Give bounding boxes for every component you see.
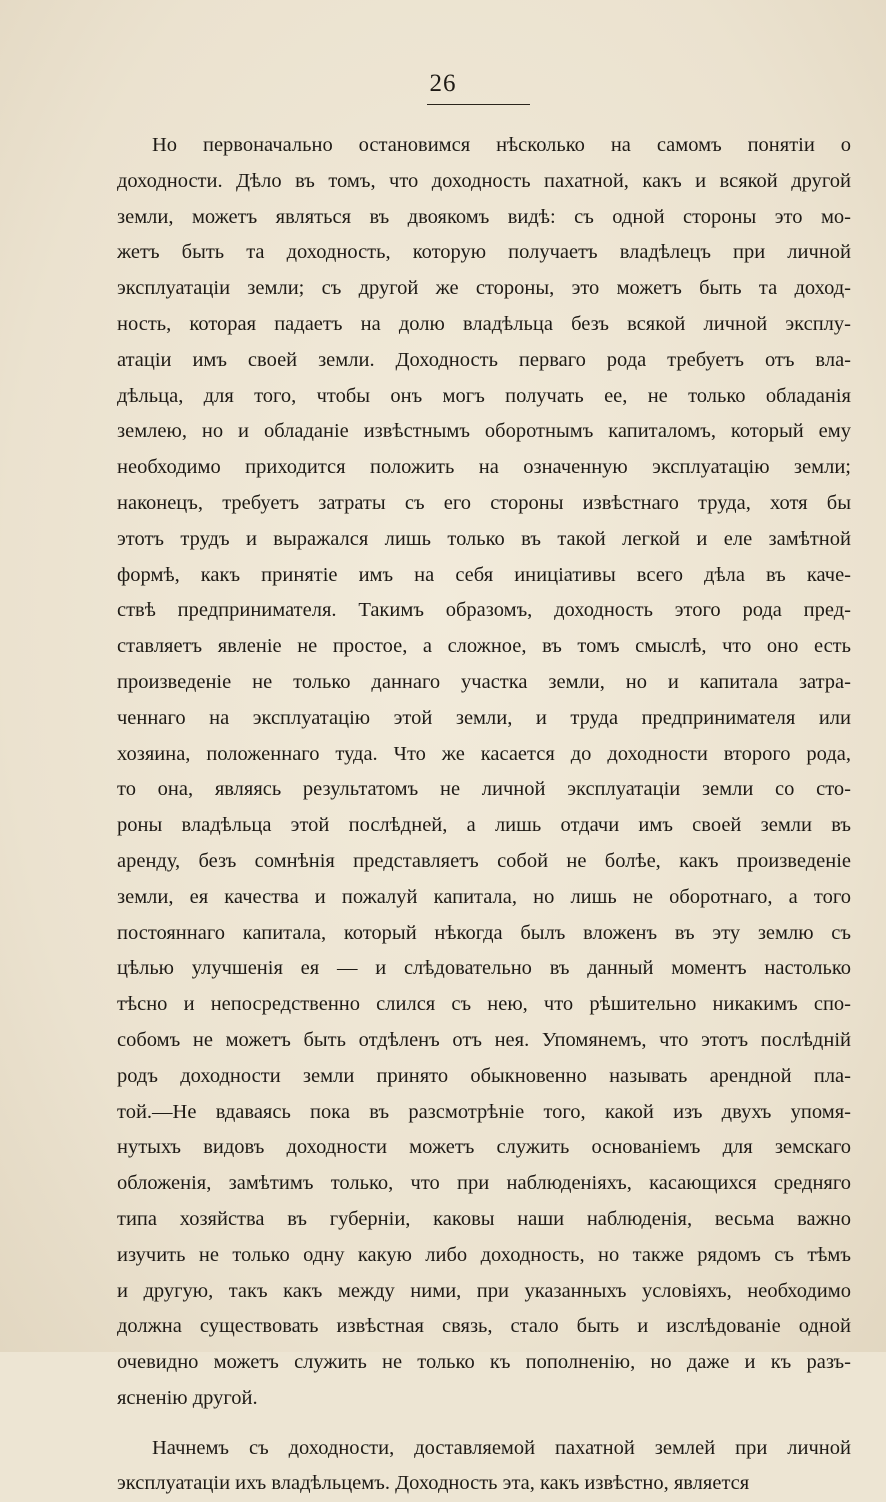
text-line: родъ доходности земли принято обыкновенно называть арендной пла- xyxy=(117,1064,851,1087)
text-line: атаціи имъ своей земли. Доходность перваго рода требуетъ отъ вла- xyxy=(117,348,851,371)
text-line: изучить не только одну какую либо доходность, но также рядомъ съ тѣмъ xyxy=(117,1243,851,1266)
text-line: типа хозяйства въ губерніи, каковы наши наблюденія, весьма важно xyxy=(117,1207,851,1230)
text-line: доходности. Дѣло въ томъ, что доходность пахатной, какъ и всякой другой xyxy=(117,169,851,192)
text-line: хозяина, положеннаго туда. Что же касается до доходности второго рода, xyxy=(117,742,851,765)
text-line: земли, ея качества и пожалуй капитала, но лишь не оборотнаго, а того xyxy=(117,885,851,908)
text-line: обложенія, замѣтимъ только, что при наблюденіяхъ, касающихся средняго xyxy=(117,1172,851,1195)
text-line: произведеніе не только даннаго участка земли, но и капитала затра- xyxy=(117,670,851,693)
text-line: ченнаго на эксплуатацію этой земли, и труда предпринимателя или xyxy=(117,706,851,729)
text-line: роны владѣльца этой послѣдней, а лишь отдачи имъ своей земли въ xyxy=(117,814,851,837)
text-line: дѣльца, для того, чтобы онъ могъ получать ее, не только обладанія xyxy=(117,384,851,407)
text-line: цѣлью улучшенія ея — и слѣдовательно въ данный моментъ настолько xyxy=(117,957,851,980)
text-line: земли, можетъ являться въ двоякомъ видѣ: съ одной стороны это мо- xyxy=(117,205,851,228)
text-line: аренду, безъ сомнѣнія представляетъ собой не болѣе, какъ произведеніе xyxy=(117,849,851,872)
text-line: должна существовать извѣстная связь, стало быть и изслѣдованіе одной xyxy=(117,1315,851,1338)
text-line: необходимо приходится положить на означенную эксплуатацію земли; xyxy=(117,456,851,479)
text-line: наконецъ, требуетъ затраты съ его стороны извѣстнаго труда, хотя бы xyxy=(117,491,851,514)
paragraph xyxy=(117,1431,851,1502)
text-line: Но первоначально остановимся нѣсколько на самомъ понятіи о xyxy=(152,134,851,156)
text-line: то она, являясь результатомъ не личной эксплуатаціи земли со сто- xyxy=(117,778,851,801)
text-line: той.—Не вдаваясь пока въ разсмотрѣніе того, какой изъ двухъ упомя- xyxy=(117,1100,851,1123)
page-number: 26 xyxy=(429,70,457,97)
header-rule xyxy=(427,104,530,105)
text-line: эксплуатаціи земли; съ другой же стороны, это можетъ быть та доход- xyxy=(117,277,851,300)
page-body-text xyxy=(117,128,851,1502)
text-line: собомъ не можетъ быть отдѣленъ отъ нея. Упомянемъ, что этотъ послѣдній xyxy=(117,1028,851,1051)
text-line: этотъ трудъ и выражался лишь только въ такой легкой и еле замѣтной xyxy=(117,527,851,550)
text-line: постояннаго капитала, который нѣкогда былъ вложенъ въ эту землю съ xyxy=(117,921,851,944)
text-line: ясненію другой. xyxy=(117,1386,258,1409)
paragraph xyxy=(117,128,851,1417)
text-line: жетъ быть та доходность, которую получаетъ владѣлецъ при личной xyxy=(117,241,851,264)
text-line: и другую, такъ какъ между ними, при указанныхъ условіяхъ, необходимо xyxy=(117,1279,851,1302)
text-line: ставляетъ явленіе не простое, а сложное, въ томъ смыслѣ, что оно есть xyxy=(117,635,851,658)
text-line: ствѣ предпринимателя. Такимъ образомъ, доходность этого рода пред- xyxy=(117,599,851,622)
text-line: землею, но и обладаніе извѣстнымъ оборотнымъ капиталомъ, который ему xyxy=(117,420,851,443)
text-line: очевидно можетъ служить не только къ пополненію, но даже и къ разъ- xyxy=(117,1351,851,1374)
text-line: формѣ, какъ принятіе имъ на себя иниціативы всего дѣла въ каче- xyxy=(117,563,851,586)
text-line: Начнемъ съ доходности, доставляемой пахатной землей при личной xyxy=(152,1436,851,1459)
text-line: нутыхъ видовъ доходности можетъ служить основаніемъ для земскаго xyxy=(117,1136,851,1159)
text-line: эксплуатаціи ихъ владѣльцемъ. Доходность эта, какъ извѣстно, является xyxy=(117,1472,750,1495)
text-line: тѣсно и непосредственно слился съ нею, что рѣшительно никакимъ спо- xyxy=(117,993,851,1016)
text-line: ность, которая падаетъ на долю владѣльца безъ всякой личной эксплу- xyxy=(117,312,851,335)
